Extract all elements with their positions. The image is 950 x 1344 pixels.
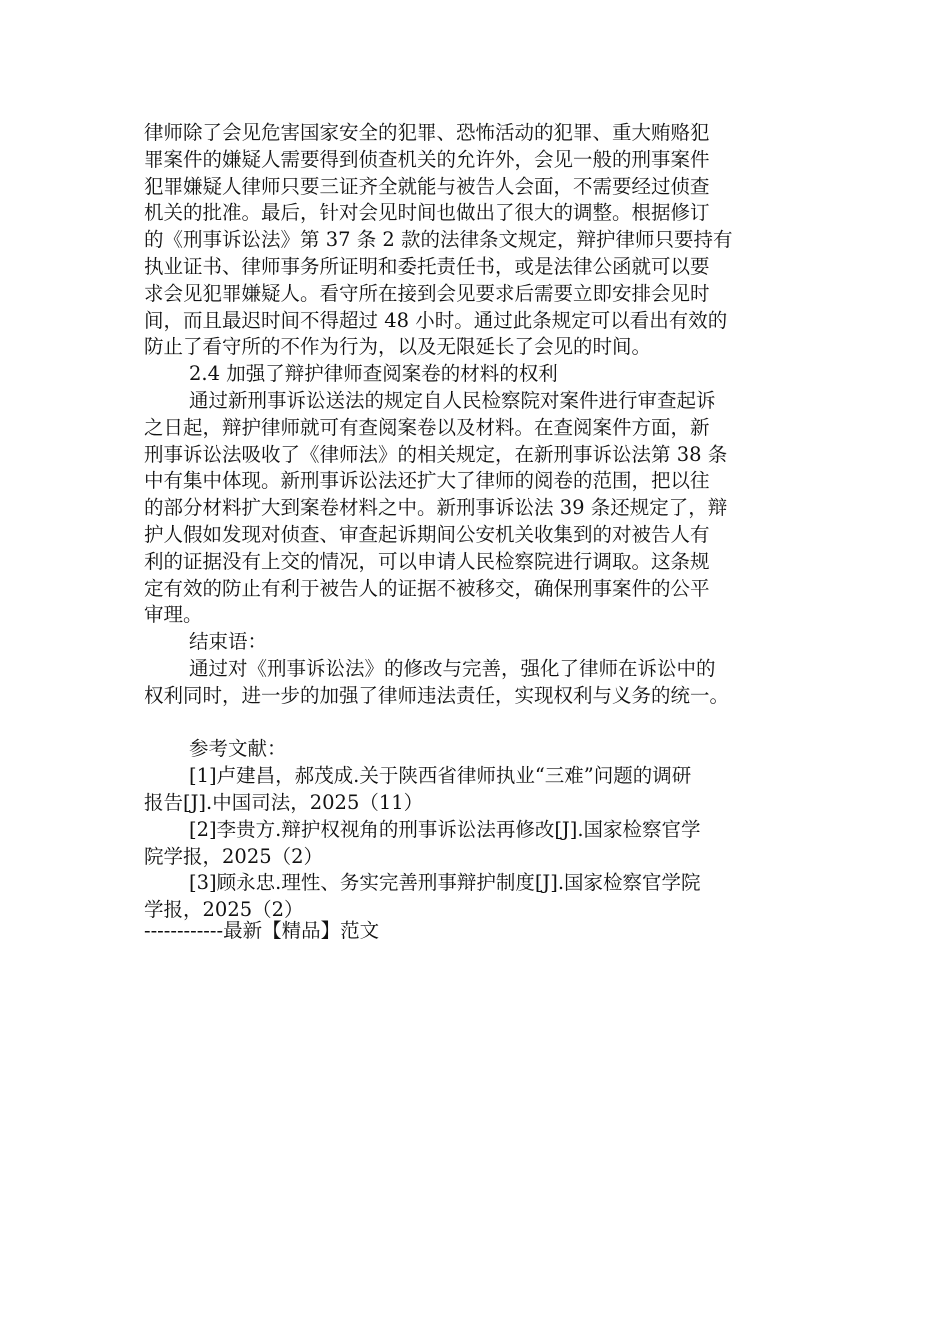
section-paragraph bbox=[144, 388, 810, 629]
reference-item bbox=[144, 763, 810, 817]
references-list bbox=[144, 763, 810, 924]
body-paragraph bbox=[144, 120, 810, 361]
references-heading: 参考文献： bbox=[189, 737, 287, 761]
text-line: [3]顾永忠.理性、务实完善刑事辩护制度[J].国家检察官学院 bbox=[189, 871, 701, 895]
text-line: 的部分材料扩大到案卷材料之中。新刑事诉讼法 39 条还规定了，辩 bbox=[144, 496, 728, 520]
footer-text: ------------最新【精品】范文 bbox=[144, 919, 380, 942]
text-line: 院学报，2025（2） bbox=[144, 844, 324, 868]
text-line: 罪案件的嫌疑人需要得到侦查机关的允许外，会见一般的刑事案件 bbox=[144, 147, 710, 171]
conclusion-paragraph bbox=[144, 656, 810, 710]
text-line: 审理。 bbox=[144, 603, 203, 627]
text-line: 犯罪嫌疑人律师只要三证齐全就能与被告人会面，不需要经过侦查 bbox=[144, 174, 710, 198]
text-line: 机关的批准。最后，针对会见时间也做出了很大的调整。根据修订 bbox=[144, 201, 710, 225]
text-line: 护人假如发现对侦查、审查起诉期间公安机关收集到的对被告人有 bbox=[144, 522, 710, 546]
text-line: 通过新刑事诉讼送法的规定自人民检察院对案件进行审查起诉 bbox=[189, 388, 716, 412]
text-line: 的《刑事诉讼法》第 37 条 2 款的法律条文规定，辩护律师只要持有 bbox=[144, 228, 733, 252]
section-heading: 2.4 加强了辩护律师查阅案卷的材料的权利 bbox=[189, 362, 558, 386]
conclusion-heading: 结束语： bbox=[189, 630, 268, 654]
text-line: 防止了看守所的不作为行为，以及无限延长了会见的时间。 bbox=[144, 335, 652, 359]
text-line: 利的证据没有上交的情况，可以申请人民检察院进行调取。这条规 bbox=[144, 549, 710, 573]
text-line: 学报，2025（2） bbox=[144, 898, 304, 922]
reference-item bbox=[144, 870, 810, 924]
text-line: 之日起，辩护律师就可有查阅案卷以及材料。在查阅案件方面，新 bbox=[144, 415, 710, 439]
text-line: 求会见犯罪嫌疑人。看守所在接到会见要求后需要立即安排会见时 bbox=[144, 281, 710, 305]
text-line: [1]卢建昌，郝茂成.关于陕西省律师执业“三难”问题的调研 bbox=[189, 764, 692, 788]
text-line: 执业证书、律师事务所证明和委托责任书，或是法律公函就可以要 bbox=[144, 254, 710, 278]
text-line: 律师除了会见危害国家安全的犯罪、恐怖活动的犯罪、重大贿赂犯 bbox=[144, 121, 710, 144]
text-line: 刑事诉讼法吸收了《律师法》的相关规定，在新刑事诉讼法第 38 条 bbox=[144, 442, 728, 466]
text-line: 中有集中体现。新刑事诉讼法还扩大了律师的阅卷的范围，把以往 bbox=[144, 469, 710, 493]
text-line: 报告[J].中国司法，2025（11） bbox=[144, 790, 424, 814]
document-body bbox=[144, 120, 810, 924]
text-line: 权利同时，进一步的加强了律师违法责任，实现权利与义务的统一。 bbox=[144, 683, 730, 707]
text-line: 通过对《刑事诉讼法》的修改与完善，强化了律师在诉讼中的 bbox=[189, 656, 716, 680]
reference-item bbox=[144, 817, 810, 871]
text-line: 定有效的防止有利于被告人的证据不被移交，确保刑事案件的公平 bbox=[144, 576, 710, 600]
text-line: [2]李贵方.辩护权视角的刑事诉讼法再修改[J].国家检察官学 bbox=[189, 817, 701, 841]
text-line: 间，而且最迟时间不得超过 48 小时。通过此条规定可以看出有效的 bbox=[144, 308, 728, 332]
blank-line bbox=[144, 710, 810, 737]
